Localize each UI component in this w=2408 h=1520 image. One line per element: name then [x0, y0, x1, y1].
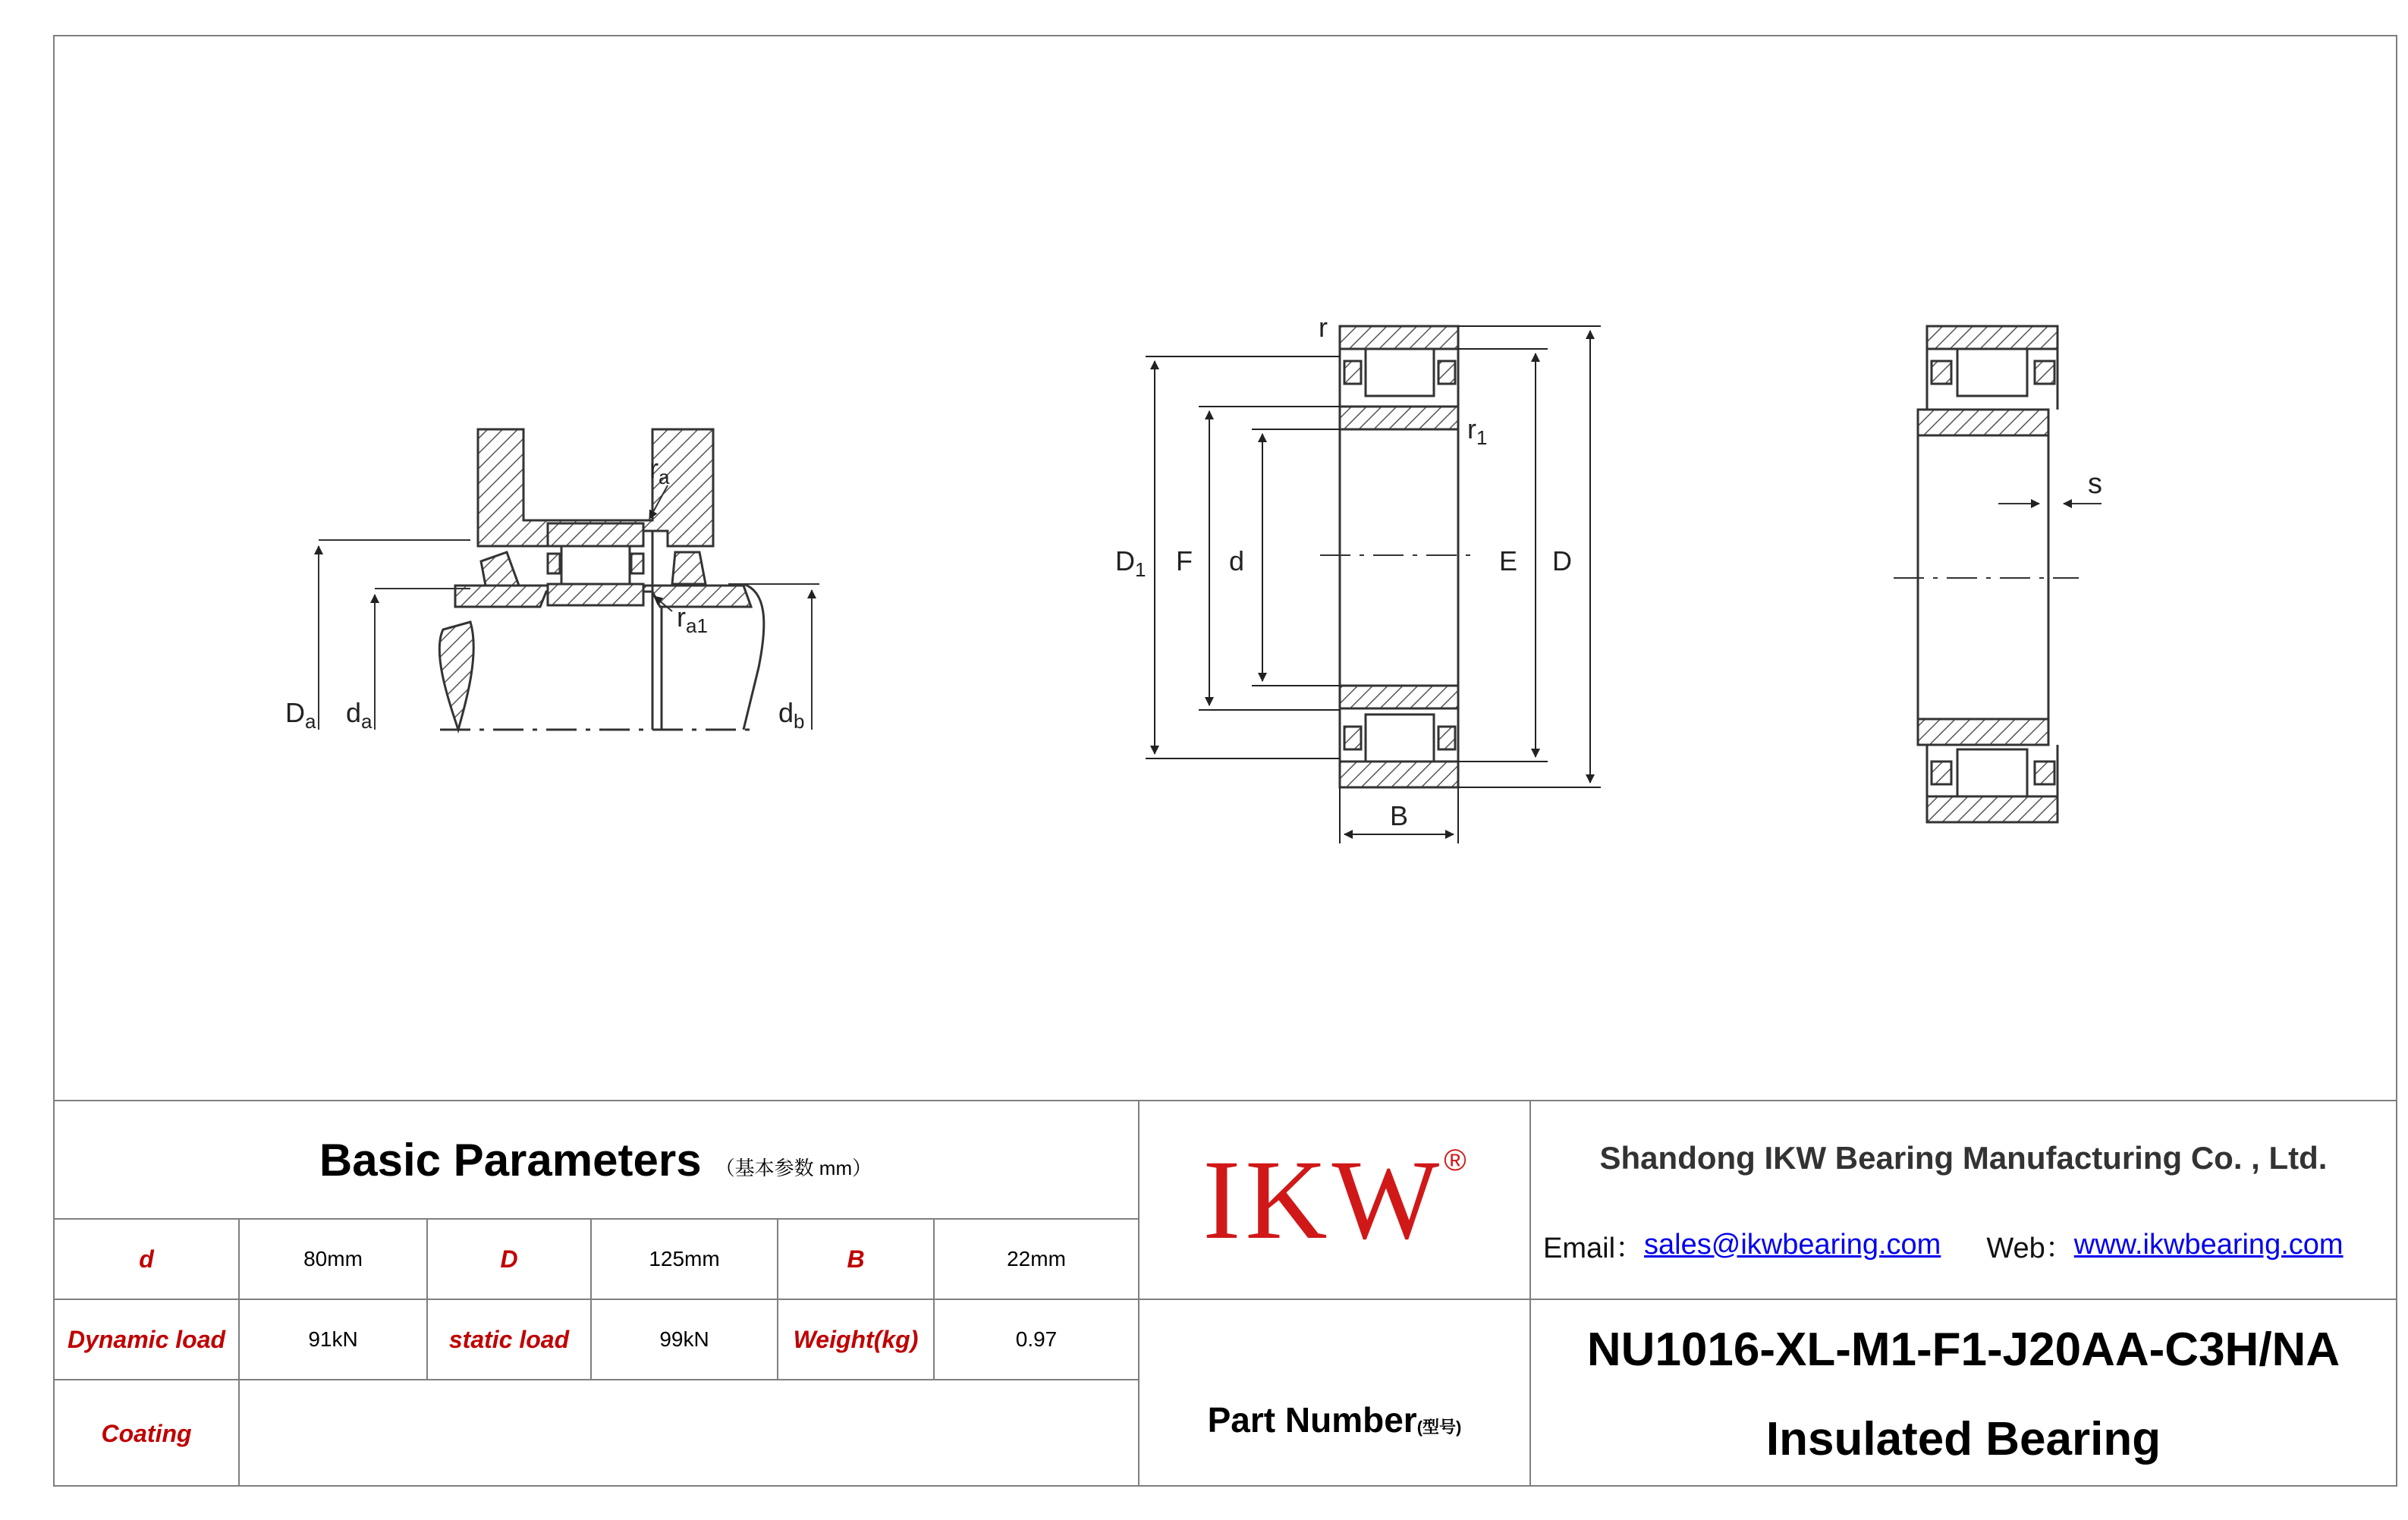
part-number-label-cell — [1140, 1300, 1529, 1487]
label-da: $d_a$ — [346, 697, 373, 733]
table-title-sub: （基本参数 mm） — [715, 1156, 872, 1179]
label-E: E — [1499, 545, 1518, 576]
label-coating: Coating — [101, 1419, 192, 1447]
web-label: Web： — [1986, 1232, 2074, 1264]
web-link[interactable]: www.ikwbearing.com — [2073, 1228, 2344, 1261]
value-weight: 0.97 — [1015, 1327, 1058, 1351]
email-label: Email： — [1543, 1232, 1645, 1264]
label-dynamic-load: Dynamic load — [67, 1325, 226, 1353]
label-D1: $D_1$ — [1115, 545, 1146, 581]
label-B: B — [1390, 800, 1409, 831]
value-d: 80mm — [303, 1247, 363, 1270]
registered-mark: ® — [1444, 1143, 1466, 1177]
value-dynamic-load: 91kN — [308, 1327, 358, 1351]
label-s: s — [2088, 468, 2102, 500]
label-F: F — [1176, 545, 1193, 576]
label-ra1: $r_{a1}$ — [677, 601, 708, 637]
company-cell — [1531, 1101, 2396, 1200]
label-db: $d_b$ — [778, 697, 805, 733]
label-r1: $r_1$ — [1467, 413, 1488, 449]
part-number-cell — [1531, 1300, 2396, 1391]
value-D: 125mm — [649, 1247, 720, 1270]
bearing-type: Insulated Bearing — [1765, 1412, 2161, 1465]
label-weight: Weight(kg) — [793, 1325, 919, 1353]
label-d: d — [1229, 545, 1245, 576]
label-Da: $D_a$ — [285, 697, 316, 733]
table-title: Basic Parameters — [319, 1134, 702, 1186]
logo-text: IKW — [1202, 1137, 1444, 1263]
label-d: d — [139, 1245, 154, 1273]
company-name: Shandong IKW Bearing Manufacturing Co. , Ltd. — [1599, 1140, 2328, 1176]
part-number: NU1016-XL-M1-F1-J20AA-C3H/NA — [1586, 1323, 2340, 1376]
label-ra: $r_a$ — [649, 453, 670, 488]
part-number-label-sub: (型号) — [1416, 1417, 1462, 1437]
ikw-logo — [1140, 1101, 1529, 1299]
value-B: 22mm — [1007, 1247, 1066, 1270]
part-number-label: Part Number — [1207, 1400, 1417, 1440]
label-B: B — [847, 1245, 865, 1273]
email-link[interactable]: sales@ikwbearing.com — [1644, 1228, 1941, 1261]
label-static-load: static load — [448, 1325, 570, 1353]
label-r: r — [1319, 312, 1328, 343]
label-D: D — [500, 1245, 518, 1273]
basic-parameters-header — [53, 1101, 1138, 1218]
contact-cell — [1531, 1200, 2396, 1289]
label-D: D — [1552, 545, 1572, 576]
value-static-load: 99kN — [659, 1327, 709, 1351]
bearing-type-cell — [1531, 1391, 2396, 1487]
